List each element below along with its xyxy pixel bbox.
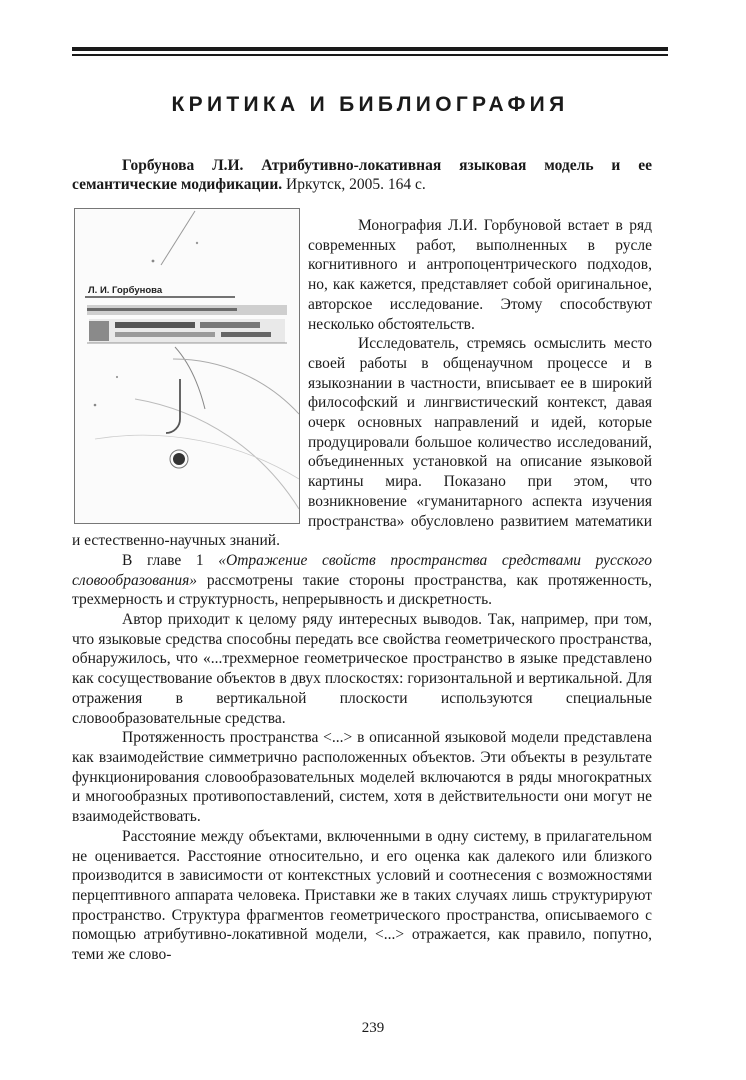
paragraph-lead: В главе 1 — [122, 551, 219, 569]
chapter-title: «Отражение свойств пространства средствами русского словообразования» — [72, 551, 652, 589]
paragraph — [72, 551, 652, 610]
review-body — [72, 216, 652, 965]
paragraph: Исследователь, стремясь осмыслить место своей работы в общенаучном процессе и в языкознании в частности, вписывает ее в широкий философский и лингвистический контекст, давая очерк основных направлений и идей, которые продуцировали большое количество исследований, объединенных установкой на описание языковой картины мира. Показано при этом, что возникновение «гуманитарного аспекта изучения пространства» обусловлено развитием математики и естественно-научных знаний. — [72, 335, 652, 550]
top-rule-thin — [72, 54, 668, 56]
reference-publication: Иркутск, 2005. 164 с. — [282, 176, 426, 193]
paragraph-continuation: рассмотрены такие стороны пространства, как протяженность, трехмерность и структурность, непрерывность и дискретность. — [72, 571, 652, 609]
paragraph: Автор приходит к целому ряду интересных выводов. Так, например, при том, что языковые средства способны передать все свойства геометрического пространства, обнаружилось, что «...трехмерное геометрическое пространство в языке представлено как сосуществование объектов в двух плоскостях: горизонтальной и вертикальной. Для отражения в вертикальной плоскости используются специальные словообразовательные средства. — [72, 611, 652, 727]
paragraph: Протяженность пространства <...> в описанной языковой модели представлена как взаимодействие симметрично расположенных объектов. Эти объекты в результате функционирования словообразовательных моделей включаются в ряды многократных и многообразных противопоставлений, систем, хотя в действительности они могут не взаимодействовать. — [72, 729, 652, 826]
section-title: КРИТИКА И БИБЛИОГРАФИЯ — [171, 93, 569, 116]
top-rule-thick — [72, 47, 668, 51]
bibliographic-reference — [72, 156, 652, 194]
paragraph: Монография Л.И. Горбуновой встает в ряд современных работ, выполненных в русле когнитивного и антропоцентрического подходов, но, как кажется, представляет собой оригинальное, авторское исследование. Этому способствуют несколько обстоятельств. — [308, 217, 652, 333]
cover-author-name: Л. И. Горбунова — [88, 285, 163, 296]
page-number: 239 — [361, 1020, 385, 1036]
paragraph: Расстояние между объектами, включенными в одну систему, в прилагательном не оценивается. Расстояние относительно, и его оценка как далекого или близкого производится в зависимости от контекстных условий и соотнесения с возможностями перцептивного аппарата человека. Приставки же в таких случаях лишь структурируют пространство. Структура фрагментов геометрического пространства, описываемого с помощью атрибутивно-локативной модели, <...> отражается, как правило, попутно, теми же слово- — [72, 827, 652, 964]
cover-float-spacer — [72, 216, 308, 530]
reference-title: Горбунова Л.И. Атрибутивно-локативная языковая модель и ее семантические модификации. — [72, 157, 652, 193]
